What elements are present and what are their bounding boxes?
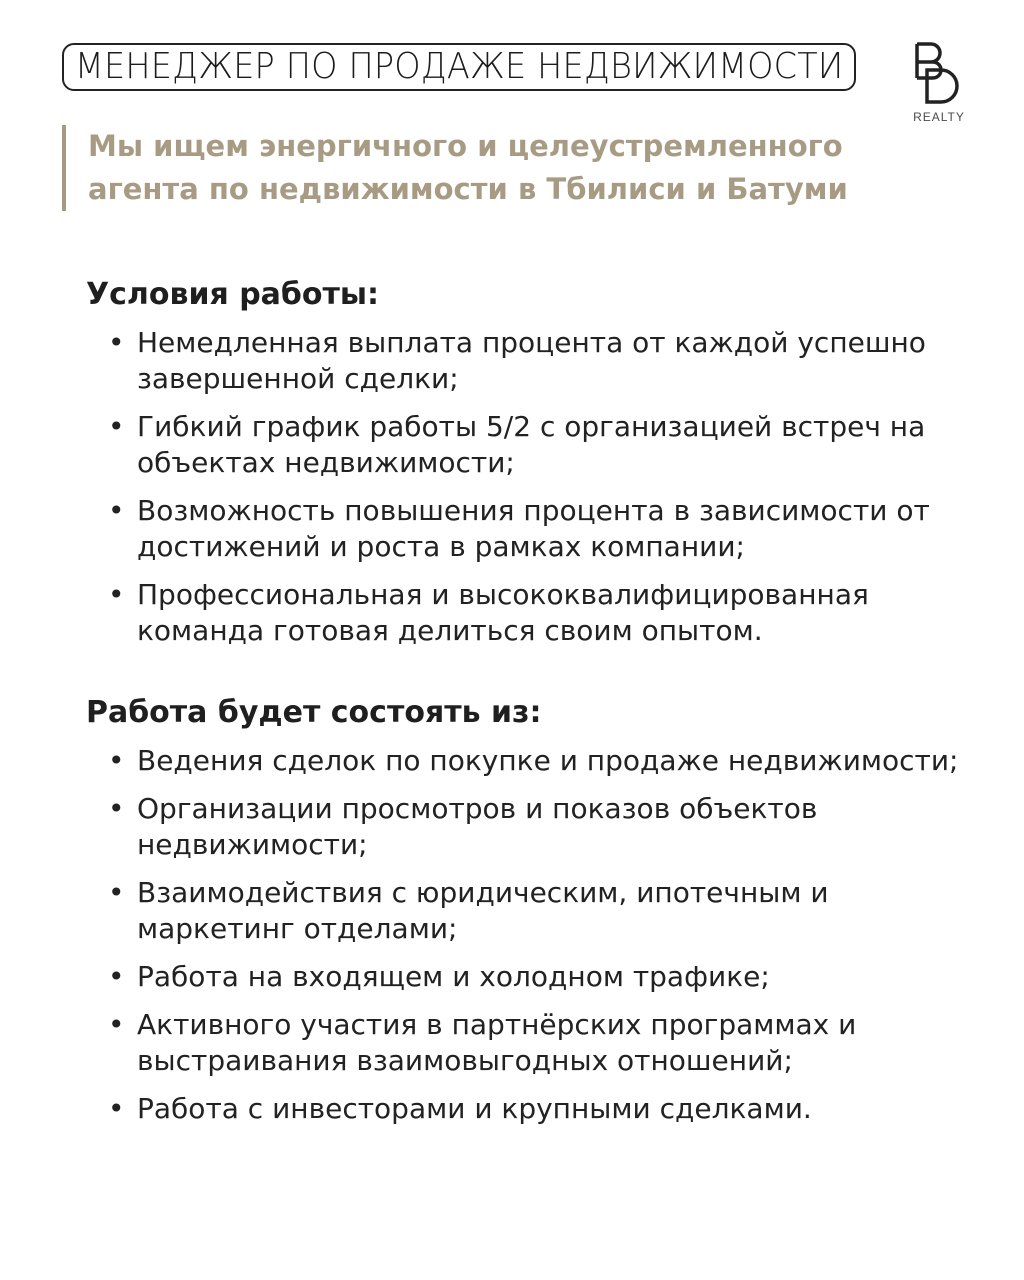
bullet-icon: • xyxy=(108,578,125,611)
list-item-text: Гибкий график работы 5/2 с организацией встреч на объектах недвижимости; xyxy=(137,410,926,479)
title-box xyxy=(62,43,856,91)
bullet-icon: • xyxy=(108,1092,125,1125)
list-item xyxy=(86,409,966,481)
bullet-icon: • xyxy=(108,876,125,909)
bullet-icon: • xyxy=(108,1008,125,1041)
bullet-icon: • xyxy=(108,494,125,527)
list-item xyxy=(86,875,966,947)
list-item xyxy=(86,493,966,565)
bullet-icon: • xyxy=(108,326,125,359)
conditions-heading: Условия работы: xyxy=(86,277,379,312)
bd-logo-icon xyxy=(911,38,969,106)
bullet-icon: • xyxy=(108,792,125,825)
list-item-text: Возможность повышения процента в зависимости от достижений и роста в рамках компании; xyxy=(137,494,930,563)
list-item xyxy=(86,743,966,779)
bullet-icon: • xyxy=(108,744,125,777)
list-item-text: Активного участия в партнёрских программах и выстраивания взаимовыгодных отношений; xyxy=(137,1008,857,1077)
duties-heading: Работа будет состоять из: xyxy=(86,695,542,730)
page-title: МЕНЕДЖЕР ПО ПРОДАЖЕ НЕДВИЖИМОСТИ xyxy=(74,46,844,87)
list-item xyxy=(86,1091,966,1127)
list-item-text: Работа с инвесторами и крупными сделками. xyxy=(137,1092,812,1125)
intro-text: Мы ищем энергичного и целеустремленного агента по недвижимости в Тбилиси и Батуми xyxy=(88,129,848,206)
bullet-icon: • xyxy=(108,960,125,993)
duties-list xyxy=(86,743,966,1127)
logo xyxy=(903,38,975,128)
conditions-list xyxy=(86,325,966,649)
list-item-text: Работа на входящем и холодном трафике; xyxy=(137,960,770,993)
list-item xyxy=(86,325,966,397)
list-item-text: Взаимодействия с юридическим, ипотечным и маркетинг отделами; xyxy=(137,876,829,945)
intro-block xyxy=(62,125,942,211)
bullet-icon: • xyxy=(108,410,125,443)
list-item-text: Ведения сделок по покупке и продаже недвижимости; xyxy=(137,744,959,777)
list-item-text: Профессиональная и высококвалифицированная команда готовая делиться своим опытом. xyxy=(137,578,869,647)
list-item xyxy=(86,577,966,649)
list-item xyxy=(86,791,966,863)
list-item xyxy=(86,959,966,995)
list-item xyxy=(86,1007,966,1079)
duties-section xyxy=(86,693,966,1139)
logo-caption: REALTY xyxy=(913,110,965,124)
list-item-text: Немедленная выплата процента от каждой успешно завершенной сделки; xyxy=(137,326,926,395)
conditions-section xyxy=(86,275,966,661)
list-item-text: Организации просмотров и показов объектов недвижимости; xyxy=(137,792,818,861)
